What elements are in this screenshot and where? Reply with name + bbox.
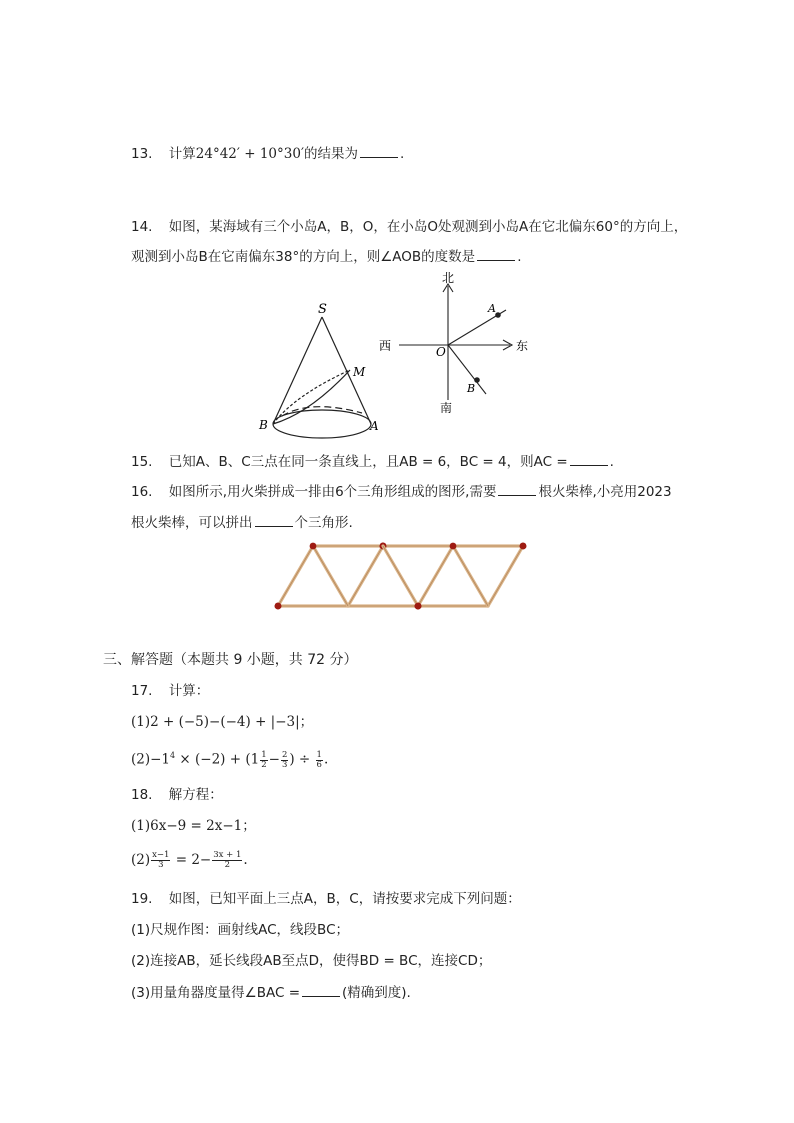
label-west: 西 xyxy=(379,339,392,353)
match-head xyxy=(310,543,317,550)
denominator: 3 xyxy=(281,759,288,770)
label-b: B xyxy=(259,418,268,432)
question-text: 观测到小岛B在它南偏东38°的方向上，则∠AOB的度数是 xyxy=(131,249,476,265)
question-14-line2 xyxy=(131,247,521,267)
label-south: 南 xyxy=(440,401,453,415)
cone-left-slant xyxy=(273,317,322,424)
match-head xyxy=(520,543,527,550)
denominator: 2 xyxy=(224,860,231,870)
expr-text: ) ÷ xyxy=(289,751,315,768)
matchstick-shade xyxy=(488,546,523,606)
question-text: 计算： xyxy=(168,683,210,699)
solid-path xyxy=(273,370,350,424)
question-text: 如图，已知平面上三点A，B，C，请按要求完成下列问题： xyxy=(168,891,521,907)
answer-blank[interactable] xyxy=(360,144,398,158)
question-19-part2: (2)连接AB，延长线段AB至点D，使得BD = BC，连接CD； xyxy=(131,953,492,969)
expr-text: × (−2) + (1 xyxy=(175,751,260,768)
punctuation: . xyxy=(400,146,405,162)
match-head xyxy=(450,543,457,550)
expr-text: (2)−1 xyxy=(131,751,171,768)
question-text: 计算 xyxy=(168,146,196,162)
label-north: 北 xyxy=(442,271,455,285)
math-expression: 24°42′ + 10°30′ xyxy=(195,146,305,162)
fraction xyxy=(212,851,242,870)
label-m: M xyxy=(353,365,366,379)
question-16-line1 xyxy=(131,482,672,502)
matchstick-figure xyxy=(268,536,528,614)
punctuation: . xyxy=(609,454,614,470)
question-text: (精确到度). xyxy=(342,985,411,1001)
label-s: S xyxy=(318,302,327,317)
answer-blank[interactable] xyxy=(255,513,293,527)
question-number: 18. xyxy=(131,787,153,803)
question-number: 13. xyxy=(131,146,153,162)
label-b: B xyxy=(467,382,476,395)
question-text: 根火柴棒,小亮用2023 xyxy=(538,484,672,500)
expr-text: = 2− xyxy=(171,852,212,868)
numerator: 3x + 1 xyxy=(213,850,242,860)
expr-text: (2) xyxy=(131,852,151,868)
question-text: 如图，某海域有三个小岛A，B，O，在小岛O处观测到小岛A在它北偏东60°的方向上， xyxy=(168,219,688,235)
matchstick-shade xyxy=(418,546,453,606)
question-19-part3 xyxy=(131,983,411,1003)
matchstick-shade xyxy=(453,546,488,606)
matchstick-shade xyxy=(278,546,313,606)
question-18-part1: (1)6x−9 = 2x−1； xyxy=(131,818,256,834)
numerator: 1 xyxy=(316,749,322,760)
question-18 xyxy=(131,785,223,805)
question-number: 16. xyxy=(131,484,153,500)
question-text: (3)用量角器度量得∠BAC = xyxy=(131,985,301,1001)
question-15 xyxy=(131,452,614,472)
matchstick-shade xyxy=(313,546,348,606)
matchstick-shade xyxy=(348,546,383,606)
match-head xyxy=(275,603,282,610)
denominator: 3 xyxy=(158,860,164,870)
punctuation: . xyxy=(243,852,248,868)
denominator: 6 xyxy=(316,759,322,770)
compass-figure xyxy=(372,268,542,418)
question-17 xyxy=(131,681,209,701)
question-number: 17. xyxy=(131,683,153,699)
exponent: 4 xyxy=(170,751,176,760)
question-17-part2 xyxy=(131,746,328,770)
question-text: 已知A、B、C三点在同一条直线上，且AB = 6，BC = 4，则AC = xyxy=(168,454,568,470)
question-14-line1 xyxy=(131,217,687,237)
question-16-line2 xyxy=(131,513,353,533)
denominator: 2 xyxy=(261,759,267,770)
dashed-path-upper xyxy=(273,370,350,424)
question-number: 14. xyxy=(131,219,153,235)
question-18-part2 xyxy=(131,850,248,870)
point-a xyxy=(495,312,501,318)
question-19-part1: (1)尺规作图：画射线AC，线段BC； xyxy=(131,922,349,938)
question-13 xyxy=(131,144,404,164)
question-17-part1: (1)2 + (−5)−(−4) + |−3|； xyxy=(131,714,314,730)
cone-figure xyxy=(250,295,390,445)
label-east: 东 xyxy=(516,339,529,353)
answer-blank[interactable] xyxy=(477,247,515,261)
punctuation: . xyxy=(323,751,329,768)
match-head xyxy=(415,603,422,610)
numerator: 2 xyxy=(281,749,288,760)
matchstick-shade xyxy=(383,546,418,606)
label-a: A xyxy=(488,302,496,315)
punctuation: . xyxy=(517,249,522,265)
fraction xyxy=(260,751,267,770)
question-number: 19. xyxy=(131,891,153,907)
expr-text: − xyxy=(268,751,280,768)
answer-blank[interactable] xyxy=(302,983,340,997)
question-text: 根火柴棒，可以拼出 xyxy=(131,515,253,531)
question-text: 如图所示,用火柴拼成一排由6个三角形组成的图形,需要 xyxy=(168,484,497,500)
answer-blank[interactable] xyxy=(570,452,608,466)
label-o: O xyxy=(436,345,446,359)
question-text: 个三角形. xyxy=(294,515,353,531)
cone-base xyxy=(273,410,371,438)
fraction xyxy=(151,851,170,870)
answer-blank[interactable] xyxy=(498,482,536,496)
fraction xyxy=(281,751,288,770)
question-text: 的结果为 xyxy=(304,146,359,162)
label-a: A xyxy=(370,419,379,433)
fraction xyxy=(316,751,323,770)
dashed-path-lower xyxy=(282,407,362,416)
numerator: 1 xyxy=(261,749,267,760)
question-number: 15. xyxy=(131,454,153,470)
section-title: 三、解答题（本题共 9 小题，共 72 分） xyxy=(103,652,358,668)
question-text: 解方程： xyxy=(168,787,223,803)
question-19 xyxy=(131,889,521,909)
numerator: x−1 xyxy=(152,850,170,860)
